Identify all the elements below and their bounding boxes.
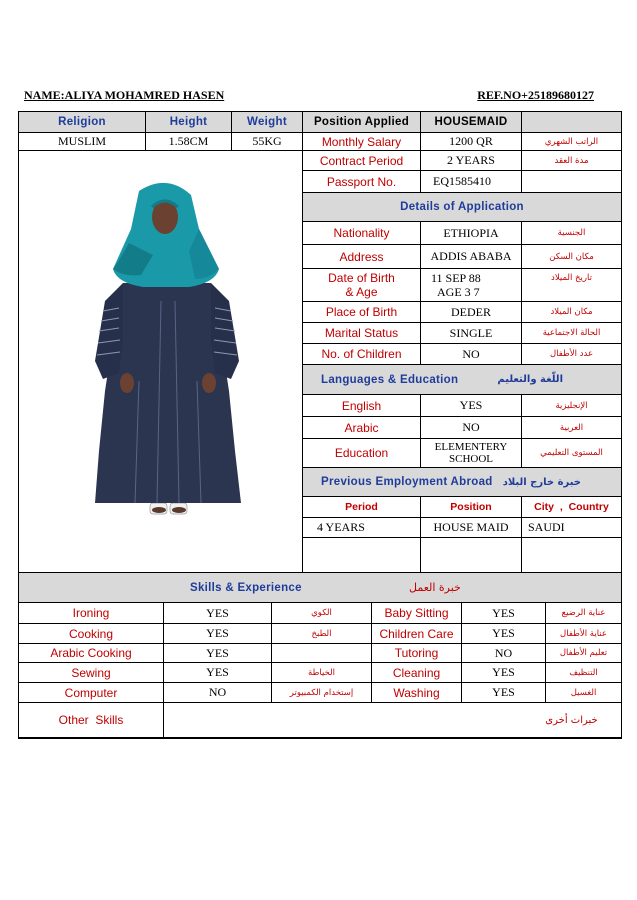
languages-section-title <box>303 365 621 395</box>
height-header: Height <box>146 112 232 133</box>
city-country-header: City , Country <box>522 497 621 518</box>
right-skill-arabic: تعليم الأطفال <box>546 644 621 663</box>
place-of-birth-value: DEDER <box>421 302 522 323</box>
left-skill-label: Computer <box>19 683 164 703</box>
dob-date: 11 SEP 88 <box>431 271 481 285</box>
education-arabic: المستوى التعليمي <box>522 439 621 468</box>
right-skill-arabic: التنظيف <box>546 663 621 683</box>
dob-value <box>421 269 522 302</box>
position-applied-label: Position Applied <box>303 112 421 133</box>
height-value: 1.58CM <box>146 133 232 151</box>
right-skill-value: YES <box>462 624 546 644</box>
left-skill-arabic: الكوي <box>272 603 372 624</box>
passport-value: EQ1585410 <box>421 171 522 193</box>
employment-position-value: HOUSE MAID <box>421 518 522 538</box>
salary-arabic: الراتب الشهري <box>522 133 621 151</box>
right-skill-value: NO <box>462 644 546 663</box>
religion-value: MUSLIM <box>19 133 146 151</box>
address-label: Address <box>303 245 421 269</box>
employment-blank-2 <box>421 538 522 573</box>
marital-status-label: Marital Status <box>303 323 421 344</box>
country-value: SAUDI <box>522 518 621 538</box>
dob-label-line2: & Age <box>345 285 378 299</box>
place-of-birth-label: Place of Birth <box>303 302 421 323</box>
skills-section-title <box>19 573 621 603</box>
salary-value: 1200 QR <box>421 133 522 151</box>
contract-period-value: 2 YEARS <box>421 151 522 171</box>
left-skill-label: Cooking <box>19 624 164 644</box>
nationality-arabic: الجنسية <box>522 222 621 245</box>
languages-title-arabic: اللّغة والتعليم <box>497 374 563 385</box>
passport-label: Passport No. <box>303 171 421 193</box>
document-header <box>24 88 594 104</box>
education-line1: ELEMENTERY <box>434 441 508 453</box>
salary-label: Monthly Salary <box>303 133 421 151</box>
right-skill-value: YES <box>462 603 546 624</box>
other-skills-arabic: خبرات أخرى <box>522 703 621 738</box>
left-skill-value: NO <box>164 683 272 703</box>
age-value: AGE 3 7 <box>437 285 480 299</box>
period-value: 4 YEARS <box>303 518 421 538</box>
education-value <box>421 439 522 468</box>
education-line2: SCHOOL <box>448 453 493 465</box>
reference-number: REF.NO+25189680127 <box>477 88 594 102</box>
left-skill-arabic: إستخدام الكمبيوتر <box>272 683 372 703</box>
employment-section-title <box>303 468 621 497</box>
left-skill-arabic: الخياطة <box>272 663 372 683</box>
employment-title-arabic: خبرة خارج البلاد <box>502 476 581 488</box>
left-skill-value: YES <box>164 624 272 644</box>
position-applied-value: HOUSEMAID <box>421 112 522 133</box>
right-skill-arabic: عناية الأطفال <box>546 624 621 644</box>
right-skill-label: Tutoring <box>372 644 462 663</box>
skills-title-arabic: خبرة العمل <box>409 581 461 594</box>
details-section-title: Details of Application <box>303 193 621 222</box>
marital-status-value: SINGLE <box>421 323 522 344</box>
address-value: ADDIS ABABA <box>421 245 522 269</box>
place-of-birth-arabic: مكان الميلاد <box>522 302 621 323</box>
left-skill-label: Sewing <box>19 663 164 683</box>
left-skill-label: Arabic Cooking <box>19 644 164 663</box>
dob-label <box>303 269 421 302</box>
left-skill-arabic <box>272 644 372 663</box>
dob-arabic: تاريخ الميلاد <box>522 269 621 302</box>
candidate-name: NAME:ALIYA MOHAMRED HASEN <box>24 88 225 102</box>
employment-blank-1 <box>303 538 421 573</box>
nationality-label: Nationality <box>303 222 421 245</box>
arabic-value: NO <box>421 417 522 439</box>
employment-title: Previous Employment Abroad <box>321 476 493 488</box>
other-skills-value <box>164 703 522 738</box>
arabic-arabic: العربية <box>522 417 621 439</box>
weight-header: Weight <box>232 112 303 133</box>
right-skill-label: Children Care <box>372 624 462 644</box>
right-skill-value: YES <box>462 683 546 703</box>
arabic-label: Arabic <box>303 417 421 439</box>
header-blank <box>522 112 621 133</box>
languages-title: Languages & Education <box>321 373 459 386</box>
candidate-photo <box>19 151 303 572</box>
right-skill-label: Washing <box>372 683 462 703</box>
dob-label-line1: Date of Birth <box>328 271 395 285</box>
children-label: No. of Children <box>303 344 421 365</box>
marital-status-arabic: الحالة الاجتماعية <box>522 323 621 344</box>
education-label: Education <box>303 439 421 468</box>
passport-arabic <box>522 171 621 193</box>
left-skill-value: YES <box>164 663 272 683</box>
right-skill-label: Cleaning <box>372 663 462 683</box>
left-skill-value: YES <box>164 603 272 624</box>
religion-header: Religion <box>19 112 146 133</box>
right-skill-arabic: الغسيل <box>546 683 621 703</box>
left-skill-value: YES <box>164 644 272 663</box>
contract-period-label: Contract Period <box>303 151 421 171</box>
right-skill-arabic: عناية الرضيع <box>546 603 621 624</box>
children-value: NO <box>421 344 522 365</box>
position-header: Position <box>421 497 522 518</box>
left-skill-arabic: الطبخ <box>272 624 372 644</box>
skills-title: Skills & Experience <box>190 581 302 594</box>
right-skill-label: Baby Sitting <box>372 603 462 624</box>
right-skill-value: YES <box>462 663 546 683</box>
english-arabic: الإنجليزية <box>522 395 621 417</box>
english-value: YES <box>421 395 522 417</box>
english-label: English <box>303 395 421 417</box>
contract-period-arabic: مدة العقد <box>522 151 621 171</box>
children-arabic: عدد الأطفال <box>522 344 621 365</box>
address-arabic: مكان السكن <box>522 245 621 269</box>
weight-value: 55KG <box>232 133 303 151</box>
employment-blank-3 <box>522 538 621 573</box>
other-skills-label: Other Skills <box>19 703 164 738</box>
left-skill-label: Ironing <box>19 603 164 624</box>
nationality-value: ETHIOPIA <box>421 222 522 245</box>
period-header: Period <box>303 497 421 518</box>
